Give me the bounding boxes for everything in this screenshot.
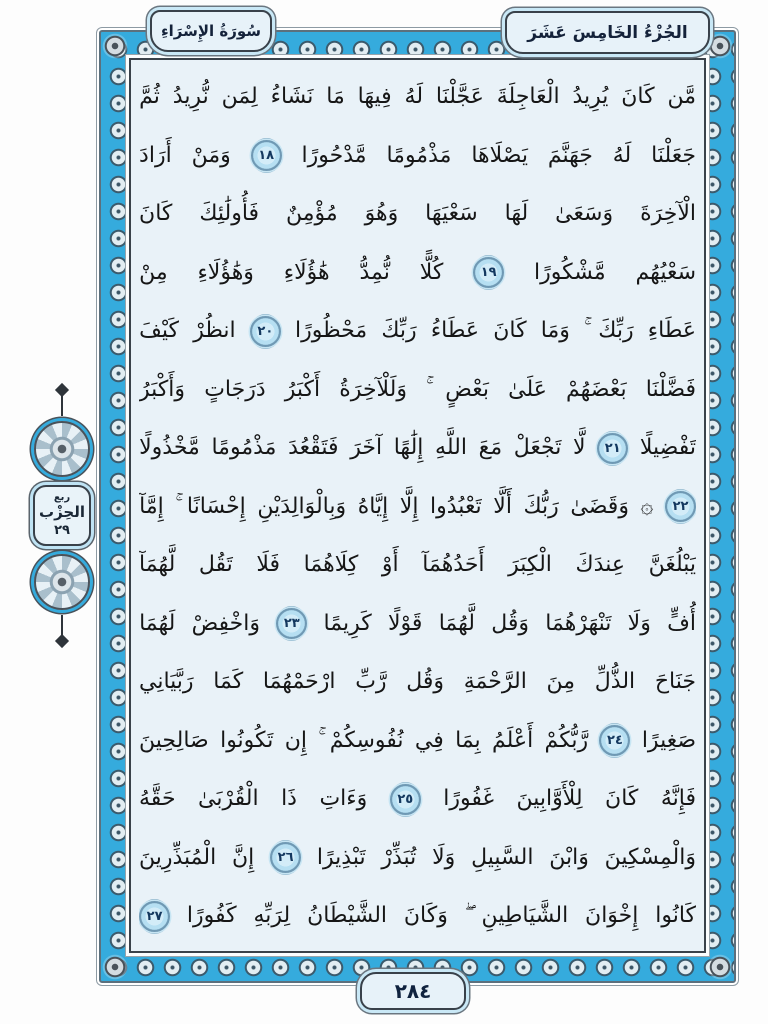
ayah-end-marker: ٢١ <box>597 433 628 464</box>
word: رَّبُّكُمْ <box>544 727 589 753</box>
page-number: ٢٨٤ <box>394 979 432 1003</box>
mushaf-line <box>139 303 696 359</box>
word: إِلَٰهًا <box>393 435 424 460</box>
word: الذُّلِّ <box>594 669 636 694</box>
word: وَبِالْوَالِدَيْنِ <box>257 493 347 519</box>
word: وَلَا <box>627 610 651 636</box>
mushaf-line <box>139 537 696 593</box>
word: فَتَقْعُدَ <box>288 435 339 460</box>
word: فِي <box>414 727 444 753</box>
word: يُرِيدُ <box>572 84 609 109</box>
hizb-label: الحِزْب <box>39 503 85 521</box>
word: وَأَكْبَرُ <box>139 376 186 402</box>
word: وَهُوَ <box>364 201 399 226</box>
ayah-end-marker: ١٨ <box>251 140 282 171</box>
word: سَعْيَهَا <box>425 201 478 226</box>
word: الْآخِرَةَ <box>640 201 696 226</box>
mushaf-line <box>139 830 696 886</box>
word: مَّن <box>667 84 696 109</box>
corner-rosette-icon <box>707 33 733 59</box>
corner-rosette-icon <box>707 954 733 980</box>
mushaf-line <box>139 128 696 184</box>
word: الْكِبَرَ <box>508 552 552 577</box>
word: ذَا <box>281 786 297 811</box>
word: جَنَاحَ <box>654 669 696 694</box>
mushaf-line <box>139 771 696 827</box>
word: إِحْسَانًا <box>186 493 246 519</box>
word: تَبْذِيرًا <box>316 844 366 870</box>
word: مُؤْمِنٌ <box>286 201 338 226</box>
ayah-end-marker: ٢٥ <box>390 784 421 815</box>
word: أَوْ <box>381 552 399 577</box>
mushaf-line <box>139 479 696 535</box>
hizb-plaque <box>33 485 91 546</box>
mushaf-line <box>139 654 696 710</box>
word: أَكْبَرُ <box>284 376 321 402</box>
ayah-end-marker: ٢٧ <box>139 901 170 932</box>
word: آخَرَ <box>350 435 383 460</box>
surah-title-label: سُورَةُ الإِسْرَاءِ <box>160 22 262 40</box>
word: وَمَنْ <box>191 142 231 168</box>
word: مَّشْكُورًا <box>534 259 606 285</box>
mushaf-line <box>139 596 696 652</box>
word: تَنْهَرْهُمَا <box>545 610 612 636</box>
word: كَمَا <box>213 669 244 694</box>
word: اللَّهِ <box>435 435 467 460</box>
word: مَّدْحُورًا <box>301 142 367 168</box>
word: الشَّيْطَانُ <box>307 903 388 928</box>
word: وَمَا <box>540 318 570 343</box>
mushaf-line <box>139 420 696 476</box>
word: ثُمَّ <box>139 84 160 109</box>
word: تُبَذِّرْ <box>381 844 417 870</box>
word: بِمَا <box>455 727 481 753</box>
word: يَبْلُغَنَّ <box>648 552 696 577</box>
text-panel <box>129 58 706 953</box>
ayah-end-marker: ٢٣ <box>276 608 307 639</box>
word: نُّرِيدُ <box>172 84 209 109</box>
ornament-stem-top-icon <box>61 390 63 416</box>
word: لِلْأَوَّابِينَ <box>516 786 583 811</box>
ornament-rosette-top-icon <box>34 421 90 477</box>
word: يَصْلَاهَا <box>471 142 528 168</box>
mushaf-line <box>139 713 696 769</box>
word: مَذْمُومًا <box>211 435 277 460</box>
word: تَجْعَلْ <box>513 435 562 460</box>
word: رَبُّكَ <box>523 493 559 519</box>
word: وَابْنَ <box>549 844 589 870</box>
mushaf-line <box>139 245 696 301</box>
juz-title-cartouche <box>505 11 710 54</box>
word: إِيَّاهُ <box>357 493 389 519</box>
hizb-margin-ornament <box>14 390 110 656</box>
word: وَقُل <box>406 669 445 694</box>
word: الْمُبَذِّرِينَ <box>139 844 217 870</box>
word: جَهَنَّمَ <box>547 142 593 168</box>
word: فَإِنَّهُ <box>660 786 696 811</box>
word: كَانُوا <box>655 903 696 928</box>
word: صَالِحِينَ <box>139 727 209 753</box>
word: لِرَبِّهِ <box>253 903 291 928</box>
word: بَعْضَهُمْ <box>566 376 627 402</box>
word: عَلَىٰ <box>508 376 547 402</box>
word: مَّخْذُولًا <box>139 435 200 460</box>
word: أَحَدُهُمَآ <box>422 552 485 577</box>
word: وَسَعَىٰ <box>555 201 614 226</box>
word: مَذْمُومًا <box>386 142 452 168</box>
ayah-end-marker: ٢٢ <box>665 491 696 522</box>
ayah-end-marker: ١٩ <box>473 257 504 288</box>
ayah-end-marker: ٢٦ <box>270 842 301 873</box>
word: حَقَّهُ <box>139 786 176 811</box>
word: تَكُونُوا <box>220 727 274 753</box>
word: نُّمِدُّ <box>359 259 390 285</box>
word: انظُرْ <box>193 318 236 343</box>
word: إِلَّا <box>399 493 419 519</box>
word: تَقُل <box>198 552 233 577</box>
word: لَهُ <box>404 84 424 109</box>
word: وَاخْفِضْ <box>191 610 261 636</box>
word: رَّبِّ <box>355 669 387 694</box>
word: إِنَّ <box>232 844 255 870</box>
word: أَعْلَمُ <box>492 727 534 753</box>
word: فَأُولَٰئِكَ <box>199 201 260 226</box>
word: دَرَجَاتٍ <box>204 376 266 402</box>
word: جَعَلْنَا <box>651 142 696 168</box>
word: رَبِّكَ <box>381 318 417 343</box>
word: قَوْلًا <box>387 610 423 636</box>
word: كَانَ <box>493 318 527 343</box>
mushaf-line <box>139 186 696 242</box>
word: أَلَّا <box>493 493 512 519</box>
word: وَلَلْآخِرَةُ <box>339 376 407 402</box>
word: كَانَ <box>605 786 639 811</box>
word: لَهَا <box>504 201 529 226</box>
word: رَبَّيَانِي <box>139 669 194 694</box>
word: لَّا <box>573 435 586 460</box>
word: سَعْيُهُم <box>635 259 696 285</box>
word: تَعْبُدُوا <box>430 493 482 519</box>
word: كَرِيمًا <box>323 610 372 636</box>
word: كَانَ <box>139 201 173 226</box>
word: كَيْفَ <box>139 318 180 343</box>
word: صَغِيرًا <box>641 727 696 753</box>
word: فَلَا <box>256 552 281 577</box>
word: وَكَانَ <box>403 903 448 928</box>
mushaf-line <box>139 69 696 125</box>
word: نَشَاءُ <box>270 84 314 109</box>
ornament-stem-bottom-icon <box>61 615 63 641</box>
word: مَعَ <box>478 435 503 460</box>
word: وَقَضَىٰ <box>570 493 629 519</box>
word: لَهُمَا <box>139 610 176 636</box>
word: إِخْوَانَ <box>585 903 639 928</box>
mushaf-text <box>139 69 696 944</box>
word: وَقُل <box>491 610 530 636</box>
word: لِمَن <box>221 84 258 109</box>
word: تَفْضِيلًا <box>639 435 696 460</box>
word: هَٰؤُلَاءِ <box>283 259 330 285</box>
word: عَطَاءُ <box>430 318 480 343</box>
mushaf-line <box>139 362 696 418</box>
word: لَهُ <box>612 142 632 168</box>
word: الْعَاجِلَةَ <box>496 84 560 109</box>
surah-title-cartouche <box>150 10 272 52</box>
word: السَّبِيلِ <box>471 844 534 870</box>
corner-rosette-icon <box>102 954 128 980</box>
word: أَرَادَ <box>139 142 172 168</box>
word: وَءَاتِ <box>319 786 368 811</box>
word: بَعْضٍ <box>445 376 489 402</box>
word: لَّهُمَآ <box>139 552 176 577</box>
word: مَا <box>326 84 345 109</box>
word: عِندَكَ <box>575 552 625 577</box>
word: الْقُرْبَىٰ <box>198 786 259 811</box>
ayah-end-marker: ٢٠ <box>250 316 281 347</box>
word: كَانَ <box>621 84 655 109</box>
rub-el-hizb-icon: ۞ <box>640 493 654 519</box>
word: وَالْمِسْكِينَ <box>604 844 696 870</box>
ornament-rosette-bottom-icon <box>34 554 90 610</box>
juz-title-label: الجُزْءُ الخَامِسَ عَشَرَ <box>527 22 688 43</box>
word: كُلًّا <box>419 259 444 285</box>
word: كِلَاهُمَا <box>303 552 359 577</box>
ayah-end-marker: ٢٤ <box>599 725 630 756</box>
hizb-number: ٢٩ <box>54 523 70 538</box>
rub-label: ربع <box>53 492 71 503</box>
word: ارْحَمْهُمَا <box>262 669 336 694</box>
mushaf-line <box>139 888 696 944</box>
word: الشَّيَاطِينِ <box>481 903 569 928</box>
word: غَفُورًا <box>443 786 494 811</box>
word: عَجَّلْنَا <box>435 84 484 109</box>
word: وَهَٰؤُلَاءِ <box>197 259 254 285</box>
word: وَلَا <box>432 844 456 870</box>
word: إِن <box>284 727 307 753</box>
word: عَطَاءِ <box>647 318 696 343</box>
word: فِيهَا <box>357 84 392 109</box>
word: لَّهُمَا <box>438 610 475 636</box>
word: إِمَّآ <box>139 493 164 519</box>
word: مِنْ <box>139 259 168 285</box>
word: كَفُورًا <box>186 903 237 928</box>
page-number-cartouche <box>360 972 466 1010</box>
word: رَبِّكَ <box>598 318 634 343</box>
word: الرَّحْمَةِ <box>463 669 527 694</box>
word: فَضَّلْنَا <box>645 376 696 402</box>
word: نُفُوسِكُمْ <box>329 727 404 753</box>
word: مِنَ <box>546 669 576 694</box>
word: أُفٍّ <box>667 610 696 636</box>
corner-rosette-icon <box>102 33 128 59</box>
word: مَحْظُورًا <box>295 318 368 343</box>
